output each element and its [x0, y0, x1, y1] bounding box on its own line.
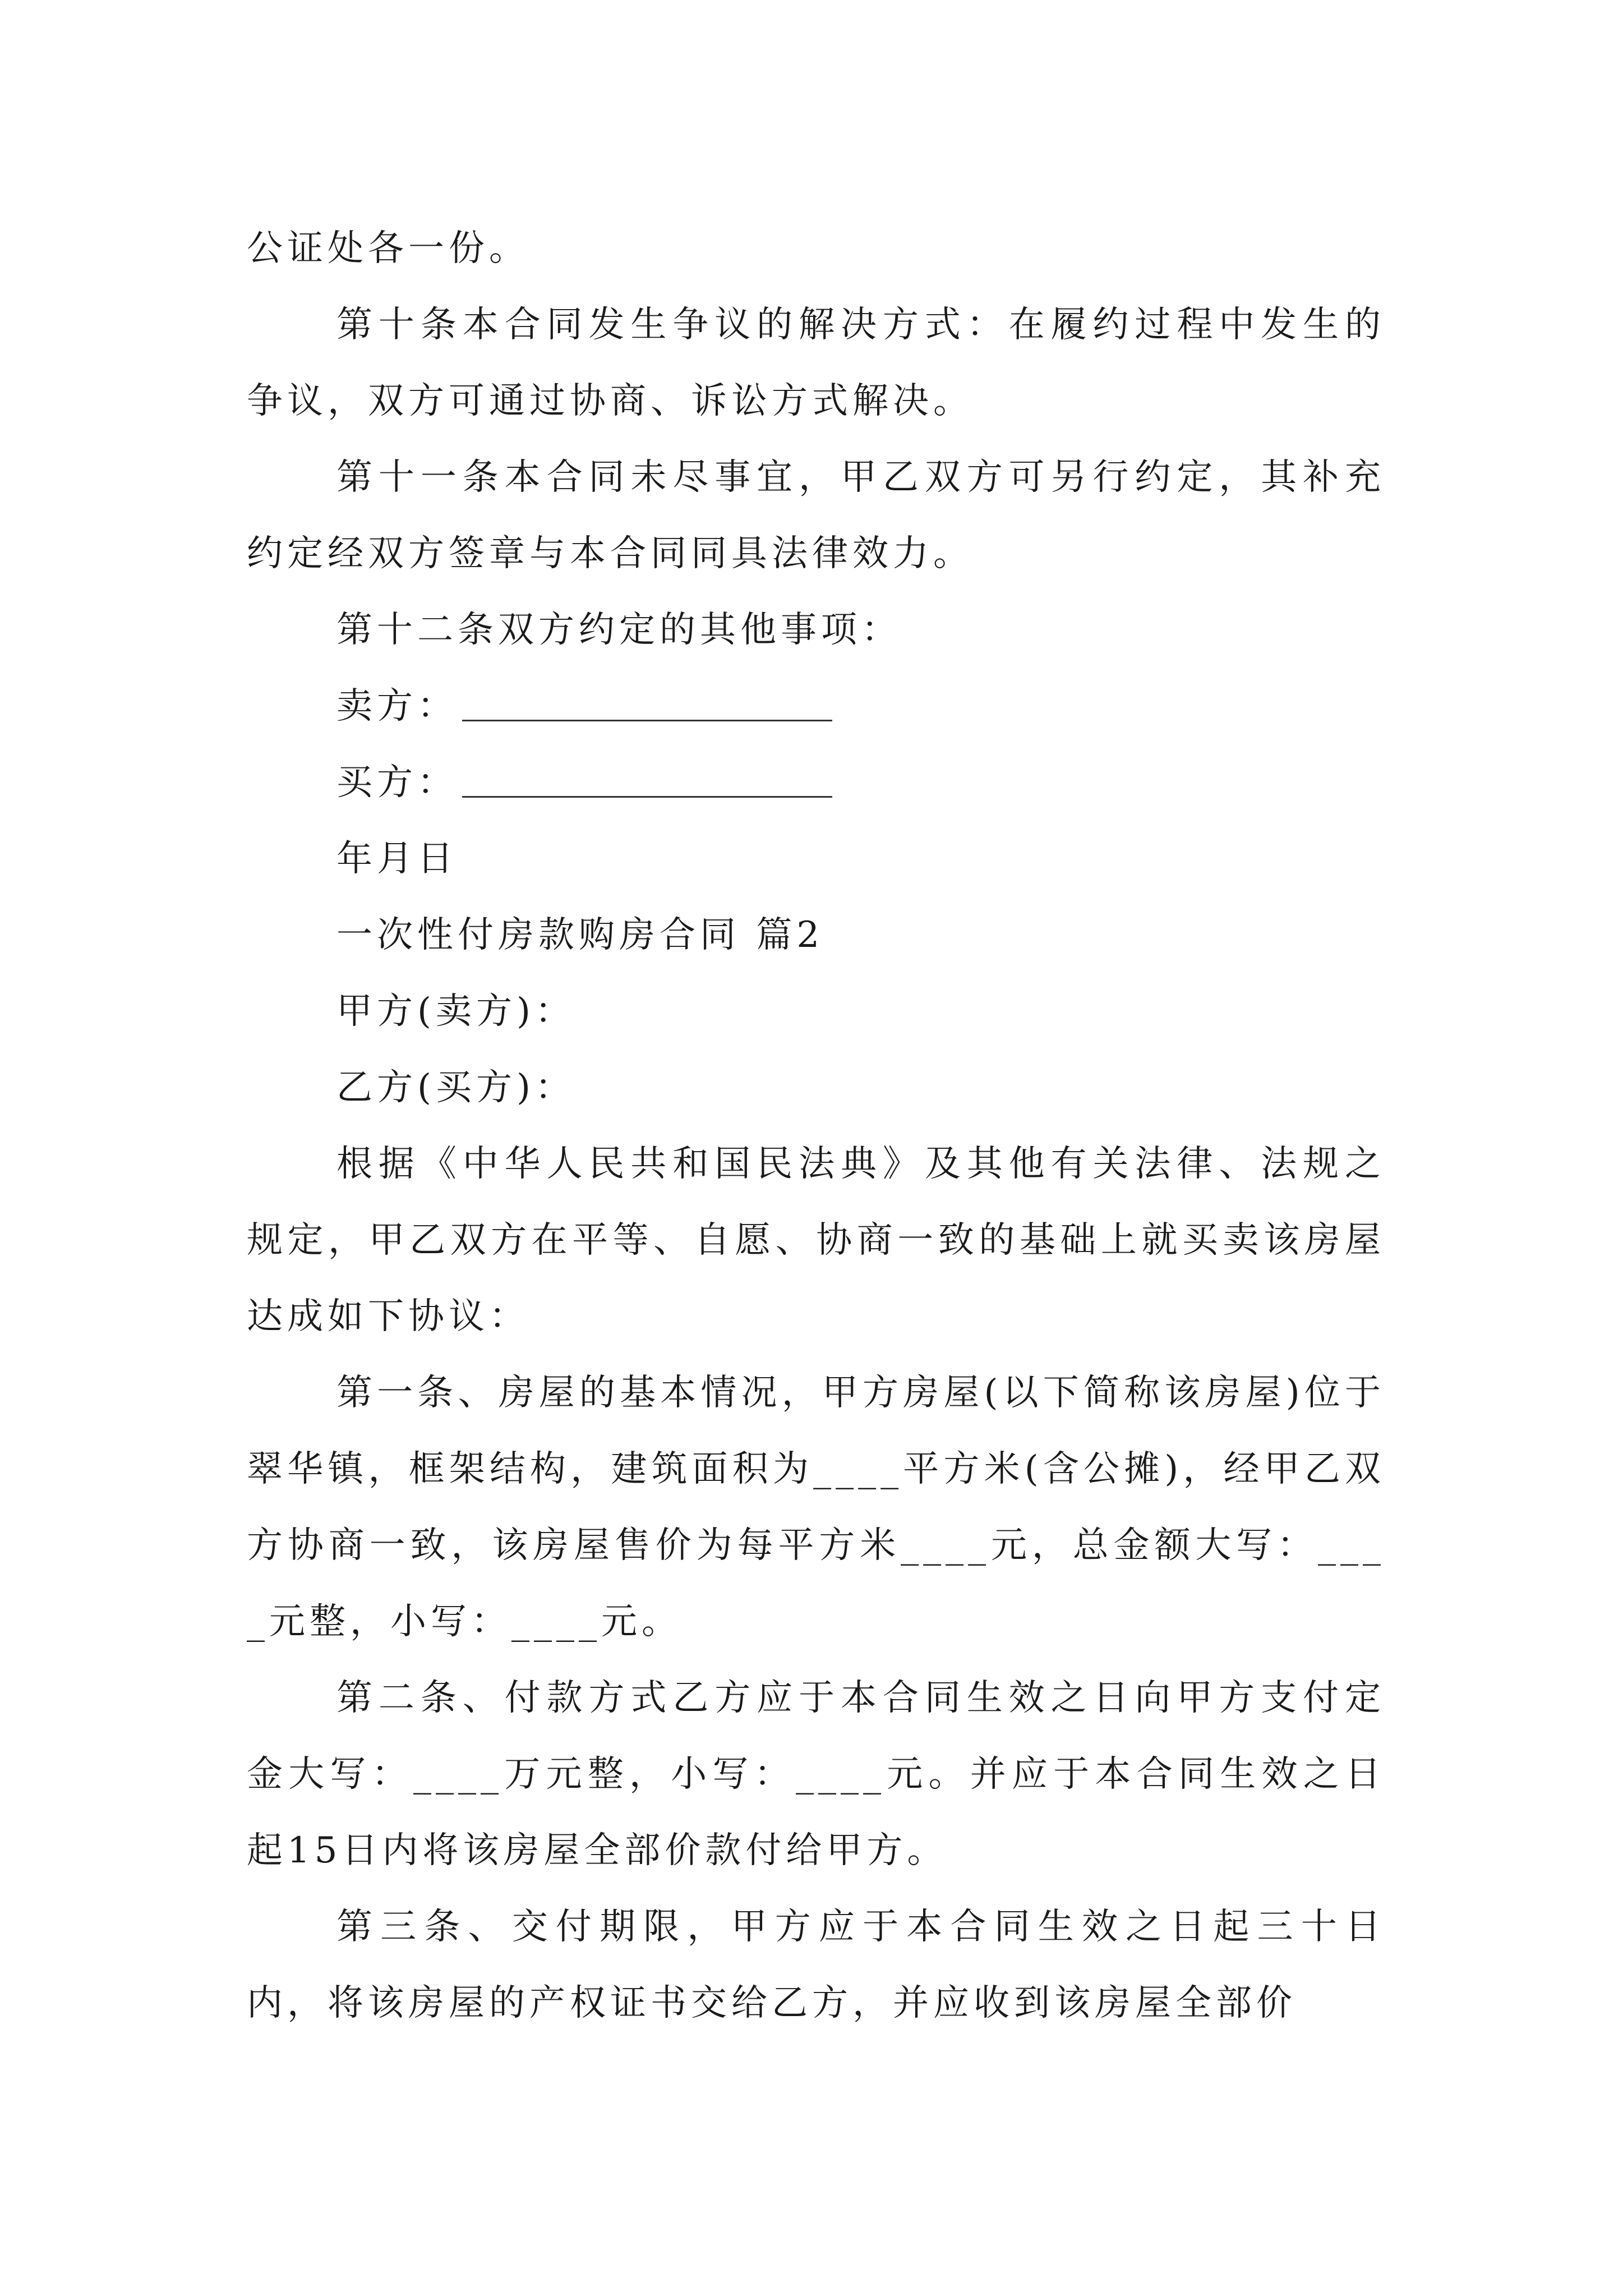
document-body — [247, 210, 1385, 2041]
paragraph-article-2: 第二条、付款方式乙方应于本合同生效之日向甲方支付定金大写：____万元整，小写：____元。并应于本合同生效之日起15日内将该房屋全部价款付给甲方。 — [247, 1677, 1385, 1871]
seller-label: 卖方： — [336, 685, 458, 727]
buyer-signature-line — [247, 744, 1385, 821]
paragraph-continuation: 公证处各一份。 — [247, 228, 529, 269]
buyer-label: 买方： — [336, 762, 458, 803]
paragraph-article-3: 第三条、交付期限，甲方应于本合同生效之日起三十日内，将该房屋的产权证书交给乙方，并应收到该房屋全部价 — [247, 1906, 1385, 2024]
date-line: 年月日 — [336, 838, 458, 880]
paragraph-article-11: 第十一条本合同未尽事宜，甲乙双方可另行约定，其补充约定经双方签章与本合同同具法律效力。 — [247, 457, 1385, 574]
party-b-line: 乙方(买方)： — [336, 1067, 575, 1108]
paragraph-article-12: 第十二条双方约定的其他事项： — [336, 609, 902, 651]
section-title: 一次性付房款购房合同 篇2 — [336, 914, 824, 956]
seller-signature-line — [247, 668, 1385, 744]
buyer-signature-blank — [462, 760, 832, 798]
paragraph-article-10: 第十条本合同发生争议的解决方式：在履约过程中发生的争议，双方可通过协商、诉讼方式解决。 — [247, 304, 1385, 422]
party-a-line: 甲方(卖方)： — [336, 991, 575, 1032]
seller-signature-blank — [462, 684, 832, 721]
paragraph-article-1: 第一条、房屋的基本情况，甲方房屋(以下简称该房屋)位于翠华镇，框架结构，建筑面积为____平方米(含公摊)，经甲乙双方协商一致，该房屋售价为每平方米____元，总金额大写：____元整，小写：____元。 — [247, 1372, 1385, 1642]
paragraph-preamble: 根据《中华人民共和国民法典》及其他有关法律、法规之规定，甲乙双方在平等、自愿、协商一致的基础上就买卖该房屋达成如下协议： — [247, 1143, 1385, 1337]
